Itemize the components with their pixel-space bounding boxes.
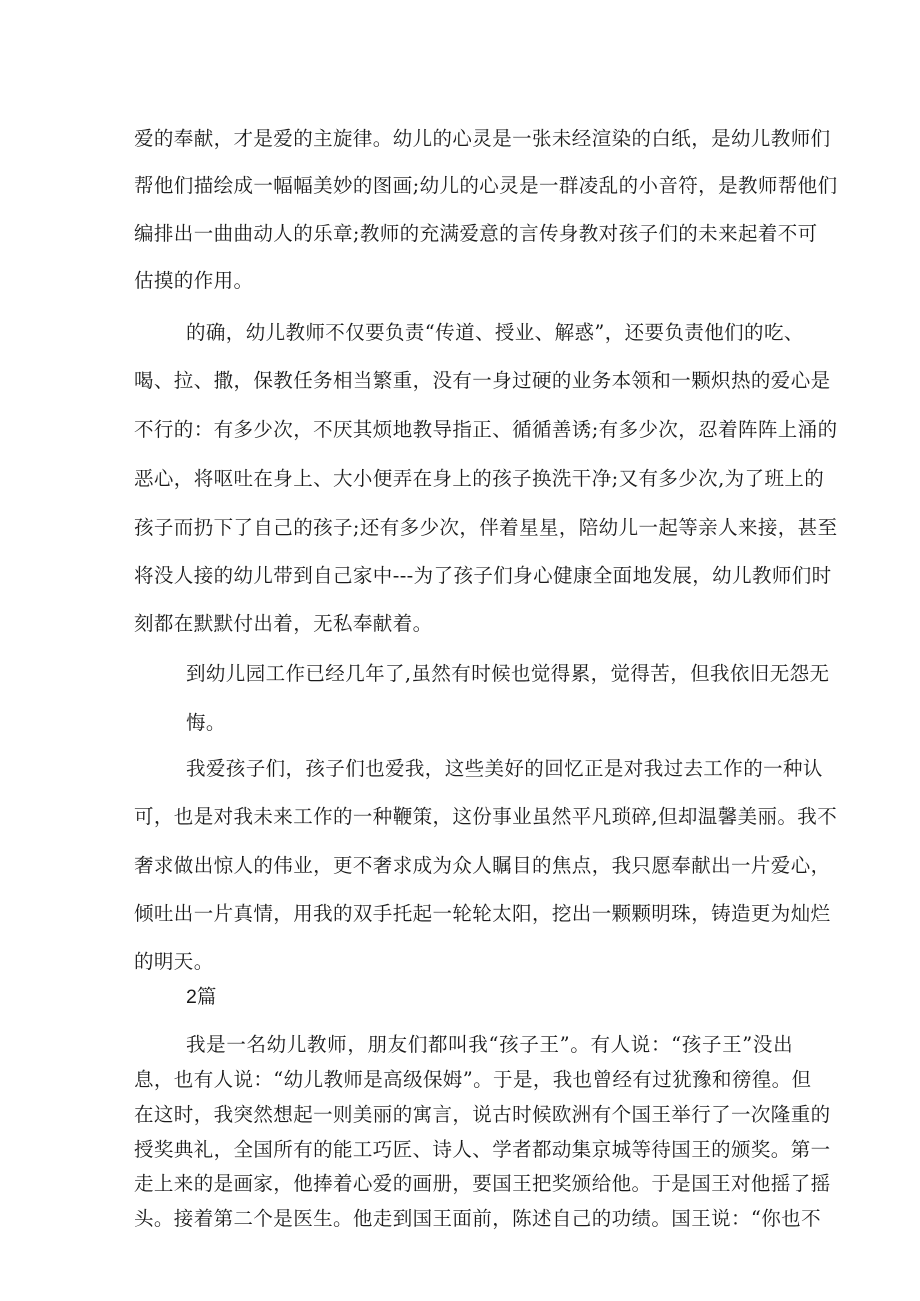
text-line: 帮他们描绘成一幅幅美妙的图画;幼儿的心灵是一群凌乱的小音符，是教师帮他们 — [134, 174, 838, 197]
text-line: 走上来的是画家，他捧着心爱的画册，要国王把奖颁给他。于是国王对他摇了摇 — [134, 1172, 831, 1195]
text-line: 可，也是对我未来工作的一种鞭策，这份事业虽然平凡琐碎,但却温馨美丽。我不 — [134, 805, 838, 828]
text-line: 头。接着第二个是医生。他走到国王面前，陈述自己的功绩。国王说：“你也不 — [134, 1207, 821, 1230]
section-heading: 2篇 — [186, 986, 217, 1008]
text-line: 估摸的作用。 — [134, 269, 254, 292]
text-line: 喝、拉、撒，保教任务相当繁重，没有一身过硬的业务本领和一颗炽热的爱心是 — [134, 369, 831, 392]
text-line: 我是一名幼儿教师，朋友们都叫我“孩子王”。有人说：“孩子王”没出 — [186, 1033, 793, 1056]
text-line: 将没人接的幼儿带到自己家中---为了孩子们身心健康全面地发展，幼儿教师们时 — [134, 564, 832, 587]
text-line: 的明天。 — [134, 950, 214, 973]
text-line: 恶心，将呕吐在身上、大小便弄在身上的孩子换洗干净;又有多少次,为了班上的 — [134, 467, 825, 490]
text-line: 倾吐出一片真情，用我的双手托起一轮轮太阳，挖出一颗颗明珠，铸造更为灿烂 — [134, 902, 831, 925]
text-line: 息，也有人说：“幼儿教师是高级保姆”。于是，我也曾经有过犹豫和徬徨。但 — [134, 1068, 812, 1091]
text-line: 在这时，我突然想起一则美丽的寓言，说古时候欧洲有个国王举行了一次隆重的 — [134, 1103, 831, 1126]
text-line: 爱的奉献，才是爱的主旋律。幼儿的心灵是一张未经渲染的白纸，是幼儿教师们 — [134, 127, 831, 150]
text-line: 到幼儿园工作已经几年了,虽然有时候也觉得累，觉得苦，但我依旧无怨无 — [186, 662, 830, 685]
text-line: 刻都在默默付出着，无私奉献着。 — [134, 612, 433, 635]
text-line: 奢求做出惊人的伟业，更不奢求成为众人瞩目的焦点，我只愿奉献出一片爱心， — [134, 854, 831, 877]
text-line: 编排出一曲曲动人的乐章;教师的充满爱意的言传身教对孩子们的未来起着不可 — [134, 222, 818, 245]
text-line: 悔。 — [186, 711, 226, 734]
text-line: 授奖典礼，全国所有的能工巧匠、诗人、学者都动集京城等待国王的颁奖。第一 — [134, 1138, 831, 1161]
text-line: 孩子而扔下了自己的孩子;还有多少次，伴着星星，陪幼儿一起等亲人来接，甚至 — [134, 516, 838, 539]
text-line: 不行的：有多少次，不厌其烦地教导指正、循循善诱;有多少次，忍着阵阵上涌的 — [134, 418, 838, 441]
text-line: 的确，幼儿教师不仅要负责“传道、授业、解惑”，还要负责他们的吃、 — [186, 321, 804, 344]
text-line: 我爱孩子们，孩子们也爱我，这些美好的回忆正是对我过去工作的一种认 — [186, 757, 823, 780]
